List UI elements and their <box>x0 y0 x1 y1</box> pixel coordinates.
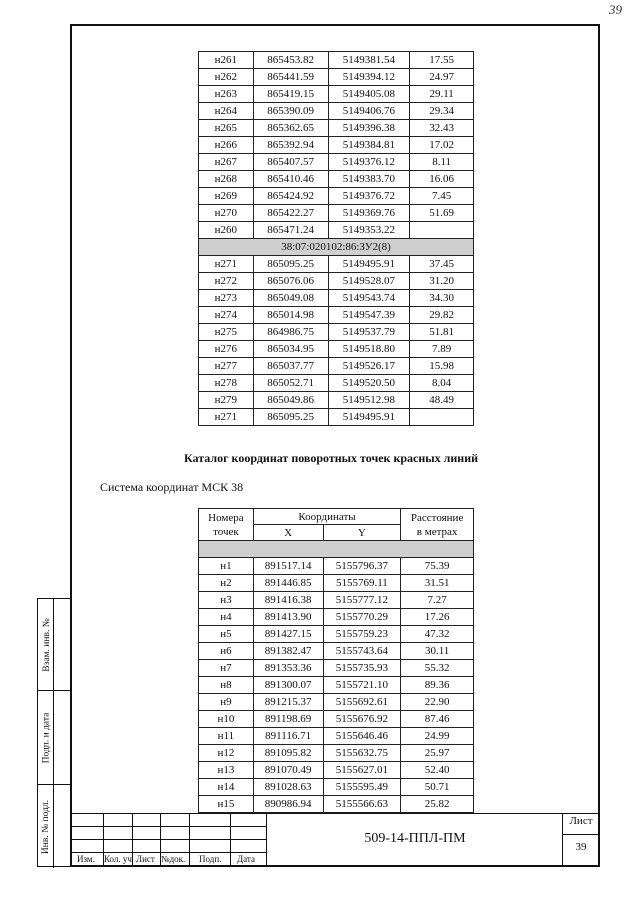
distance-cell: 7.27 <box>401 592 474 609</box>
distance-cell: 48.49 <box>410 392 474 409</box>
y-coord-cell: 5155632.75 <box>323 745 401 762</box>
x-coord-cell: 890986.94 <box>253 796 323 813</box>
point-id-cell: н272 <box>199 273 254 290</box>
x-coord-cell: 865095.25 <box>253 256 328 273</box>
table-row <box>199 86 474 103</box>
table-row <box>199 103 474 120</box>
x-coord-cell: 865419.15 <box>253 86 328 103</box>
y-coord-cell: 5149528.07 <box>328 273 410 290</box>
sheet-label: Лист <box>569 815 593 827</box>
document-code: 509-14-ППЛ-ПМ <box>364 831 466 846</box>
point-id-cell: н271 <box>199 256 254 273</box>
x-coord-cell: 891382.47 <box>253 643 323 660</box>
table-row <box>199 171 474 188</box>
point-id-cell: н267 <box>199 154 254 171</box>
point-id-cell: н278 <box>199 375 254 392</box>
x-coord-cell: 865422.27 <box>253 205 328 222</box>
table-row <box>199 375 474 392</box>
point-id-cell: н262 <box>199 69 254 86</box>
point-id-cell: н13 <box>199 762 254 779</box>
y-coord-cell: 5155796.37 <box>323 558 401 575</box>
y-coord-cell: 5155676.92 <box>323 711 401 728</box>
point-id-cell: н5 <box>199 626 254 643</box>
point-id-cell: н12 <box>199 745 254 762</box>
point-id-cell: н1 <box>199 558 254 575</box>
point-id-cell: н4 <box>199 609 254 626</box>
x-coord-cell: 864986.75 <box>253 324 328 341</box>
stamp-header-document: №док. <box>161 854 186 864</box>
table-row <box>199 290 474 307</box>
table-row <box>199 358 474 375</box>
table-row <box>199 711 474 728</box>
table-row <box>199 779 474 796</box>
table-row <box>199 137 474 154</box>
y-coord-cell: 5155692.61 <box>323 694 401 711</box>
table-row <box>199 609 474 626</box>
distance-cell: 89.36 <box>401 677 474 694</box>
table-row <box>199 677 474 694</box>
handwritten-page-number: 39 <box>609 2 622 17</box>
distance-cell: 22.90 <box>401 694 474 711</box>
table-row <box>199 762 474 779</box>
y-coord-cell: 5149369.76 <box>328 205 410 222</box>
point-id-cell: н269 <box>199 188 254 205</box>
y-coord-cell: 5155595.49 <box>323 779 401 796</box>
x-coord-cell: 891427.15 <box>253 626 323 643</box>
table-row <box>199 796 474 813</box>
distance-cell: 29.11 <box>410 86 474 103</box>
y-coord-cell: 5149543.74 <box>328 290 410 307</box>
table-row <box>199 154 474 171</box>
x-coord-cell: 891446.85 <box>253 575 323 592</box>
table-row <box>199 205 474 222</box>
header-x: X <box>253 525 323 541</box>
distance-cell: 15.98 <box>410 358 474 375</box>
header-coordinates: Координаты <box>253 509 400 525</box>
x-coord-cell: 865410.46 <box>253 171 328 188</box>
point-id-cell: н10 <box>199 711 254 728</box>
stamp-header-sheet: Лист <box>136 854 155 864</box>
x-coord-cell: 891416.38 <box>253 592 323 609</box>
x-coord-cell: 865407.57 <box>253 154 328 171</box>
distance-cell: 7.89 <box>410 341 474 358</box>
y-coord-cell: 5149353.22 <box>328 222 410 239</box>
x-coord-cell: 865453.82 <box>253 52 328 69</box>
x-coord-cell: 891070.49 <box>253 762 323 779</box>
side-cell-inventory <box>38 785 71 868</box>
section-label: 38:07:020102:86:ЗУ2(8) <box>199 239 474 256</box>
header-points: Номера точек <box>199 509 254 541</box>
point-id-cell: н268 <box>199 171 254 188</box>
point-id-cell: н266 <box>199 137 254 154</box>
distance-cell: 34.30 <box>410 290 474 307</box>
point-id-cell: н260 <box>199 222 254 239</box>
table-row <box>199 643 474 660</box>
distance-cell: 47.32 <box>401 626 474 643</box>
y-coord-cell: 5149495.91 <box>328 256 410 273</box>
y-coord-cell: 5149512.98 <box>328 392 410 409</box>
x-coord-cell: 891215.37 <box>253 694 323 711</box>
x-coord-cell: 865052.71 <box>253 375 328 392</box>
distance-cell: 50.71 <box>401 779 474 796</box>
y-coord-cell: 5155769.11 <box>323 575 401 592</box>
distance-cell: 51.69 <box>410 205 474 222</box>
catalog-title: Каталог координат поворотных точек красных линий <box>184 451 479 465</box>
header-y: Y <box>323 525 401 541</box>
distance-cell <box>410 222 474 239</box>
point-id-cell: н9 <box>199 694 254 711</box>
table-row <box>199 575 474 592</box>
x-coord-cell: 865034.95 <box>253 341 328 358</box>
point-id-cell: н274 <box>199 307 254 324</box>
y-coord-cell: 5149495.91 <box>328 409 410 426</box>
distance-cell: 24.97 <box>410 69 474 86</box>
header-distance: Расстояние в метрах <box>401 509 474 541</box>
table-row <box>199 69 474 86</box>
y-coord-cell: 5155627.01 <box>323 762 401 779</box>
x-coord-cell: 865392.94 <box>253 137 328 154</box>
x-coord-cell: 891198.69 <box>253 711 323 728</box>
stamp-header-count: Кол. уч <box>104 854 132 864</box>
y-coord-cell: 5149396.38 <box>328 120 410 137</box>
distance-cell: 25.82 <box>401 796 474 813</box>
table-row <box>199 324 474 341</box>
distance-cell: 8.11 <box>410 154 474 171</box>
table-row <box>199 728 474 745</box>
point-id-cell: н270 <box>199 205 254 222</box>
distance-cell: 52.40 <box>401 762 474 779</box>
point-id-cell: н263 <box>199 86 254 103</box>
x-coord-cell: 891413.90 <box>253 609 323 626</box>
side-label-inventory: Инв. № подл. <box>41 799 52 854</box>
point-id-cell: н7 <box>199 660 254 677</box>
table-row <box>199 660 474 677</box>
table-row <box>199 341 474 358</box>
table-row <box>199 694 474 711</box>
y-coord-cell: 5155721.10 <box>323 677 401 694</box>
y-coord-cell: 5149383.70 <box>328 171 410 188</box>
y-coord-cell: 5149376.72 <box>328 188 410 205</box>
distance-cell: 24.99 <box>401 728 474 745</box>
distance-cell: 31.51 <box>401 575 474 592</box>
y-coord-cell: 5149518.80 <box>328 341 410 358</box>
distance-cell: 7.45 <box>410 188 474 205</box>
distance-cell: 75.39 <box>401 558 474 575</box>
y-coord-cell: 5155743.64 <box>323 643 401 660</box>
x-coord-cell: 891095.82 <box>253 745 323 762</box>
x-coord-cell: 865471.24 <box>253 222 328 239</box>
table-row <box>199 52 474 69</box>
point-id-cell: н264 <box>199 103 254 120</box>
x-coord-cell: 891300.07 <box>253 677 323 694</box>
y-coord-cell: 5149537.79 <box>328 324 410 341</box>
red-lines-coordinates-table <box>198 508 474 813</box>
distance-cell: 17.55 <box>410 52 474 69</box>
distance-cell: 37.45 <box>410 256 474 273</box>
y-coord-cell: 5149520.50 <box>328 375 410 392</box>
point-id-cell: н261 <box>199 52 254 69</box>
distance-cell: 8.04 <box>410 375 474 392</box>
coordinates-table-upper <box>198 51 474 426</box>
point-id-cell: н265 <box>199 120 254 137</box>
distance-cell: 17.26 <box>401 609 474 626</box>
distance-cell: 29.34 <box>410 103 474 120</box>
distance-cell: 16.06 <box>410 171 474 188</box>
sheet-number: 39 <box>575 841 587 853</box>
x-coord-cell: 865390.09 <box>253 103 328 120</box>
x-coord-cell: 891517.14 <box>253 558 323 575</box>
side-strip <box>37 598 70 867</box>
side-cell-signature <box>38 691 71 785</box>
y-coord-cell: 5155777.12 <box>323 592 401 609</box>
coordinate-system-label: Система координат МСК 38 <box>100 480 244 494</box>
point-id-cell: н14 <box>199 779 254 796</box>
section-row-blank <box>199 541 474 558</box>
y-coord-cell: 5149547.39 <box>328 307 410 324</box>
table-row <box>199 392 474 409</box>
table-row <box>199 120 474 137</box>
table-row <box>199 409 474 426</box>
y-coord-cell: 5149406.76 <box>328 103 410 120</box>
side-label-signature: Подп. и дата <box>41 712 52 763</box>
point-id-cell: н275 <box>199 324 254 341</box>
point-id-cell: н273 <box>199 290 254 307</box>
y-coord-cell: 5149526.17 <box>328 358 410 375</box>
table-row <box>199 558 474 575</box>
table-row <box>199 592 474 609</box>
table-row <box>199 256 474 273</box>
distance-cell <box>410 409 474 426</box>
x-coord-cell: 865424.92 <box>253 188 328 205</box>
x-coord-cell: 865076.06 <box>253 273 328 290</box>
y-coord-cell: 5149394.12 <box>328 69 410 86</box>
x-coord-cell: 865362.65 <box>253 120 328 137</box>
table-row <box>199 307 474 324</box>
distance-cell: 87.46 <box>401 711 474 728</box>
y-coord-cell: 5149384.81 <box>328 137 410 154</box>
stamp-header-date: Дата <box>237 854 255 864</box>
y-coord-cell: 5149405.08 <box>328 86 410 103</box>
distance-cell: 25.97 <box>401 745 474 762</box>
distance-cell: 32.43 <box>410 120 474 137</box>
x-coord-cell: 891353.36 <box>253 660 323 677</box>
side-cell-replacement <box>38 599 71 691</box>
point-id-cell: н8 <box>199 677 254 694</box>
table-row <box>199 188 474 205</box>
table-row <box>199 745 474 762</box>
distance-cell: 30.11 <box>401 643 474 660</box>
side-label-replacement: Взам. инв. № <box>41 617 52 672</box>
point-id-cell: н3 <box>199 592 254 609</box>
x-coord-cell: 865095.25 <box>253 409 328 426</box>
point-id-cell: н6 <box>199 643 254 660</box>
x-coord-cell: 865014.98 <box>253 307 328 324</box>
y-coord-cell: 5149376.12 <box>328 154 410 171</box>
point-id-cell: н277 <box>199 358 254 375</box>
x-coord-cell: 891116.71 <box>253 728 323 745</box>
distance-cell: 31.20 <box>410 273 474 290</box>
table-row <box>199 273 474 290</box>
title-block <box>70 813 600 867</box>
y-coord-cell: 5155566.63 <box>323 796 401 813</box>
table-row <box>199 222 474 239</box>
y-coord-cell: 5155735.93 <box>323 660 401 677</box>
section-row <box>199 239 474 256</box>
distance-cell: 51.81 <box>410 324 474 341</box>
y-coord-cell: 5155759.23 <box>323 626 401 643</box>
x-coord-cell: 865049.08 <box>253 290 328 307</box>
point-id-cell: н279 <box>199 392 254 409</box>
distance-cell: 55.32 <box>401 660 474 677</box>
table-row <box>199 626 474 643</box>
point-id-cell: н2 <box>199 575 254 592</box>
distance-cell: 17.02 <box>410 137 474 154</box>
distance-cell: 29.82 <box>410 307 474 324</box>
x-coord-cell: 891028.63 <box>253 779 323 796</box>
x-coord-cell: 865037.77 <box>253 358 328 375</box>
x-coord-cell: 865441.59 <box>253 69 328 86</box>
y-coord-cell: 5149381.54 <box>328 52 410 69</box>
point-id-cell: н11 <box>199 728 254 745</box>
y-coord-cell: 5155646.46 <box>323 728 401 745</box>
y-coord-cell: 5155770.29 <box>323 609 401 626</box>
point-id-cell: н15 <box>199 796 254 813</box>
stamp-header-change: Изм. <box>77 854 95 864</box>
point-id-cell: н271 <box>199 409 254 426</box>
stamp-header-signature: Подп. <box>199 854 222 864</box>
point-id-cell: н276 <box>199 341 254 358</box>
x-coord-cell: 865049.86 <box>253 392 328 409</box>
